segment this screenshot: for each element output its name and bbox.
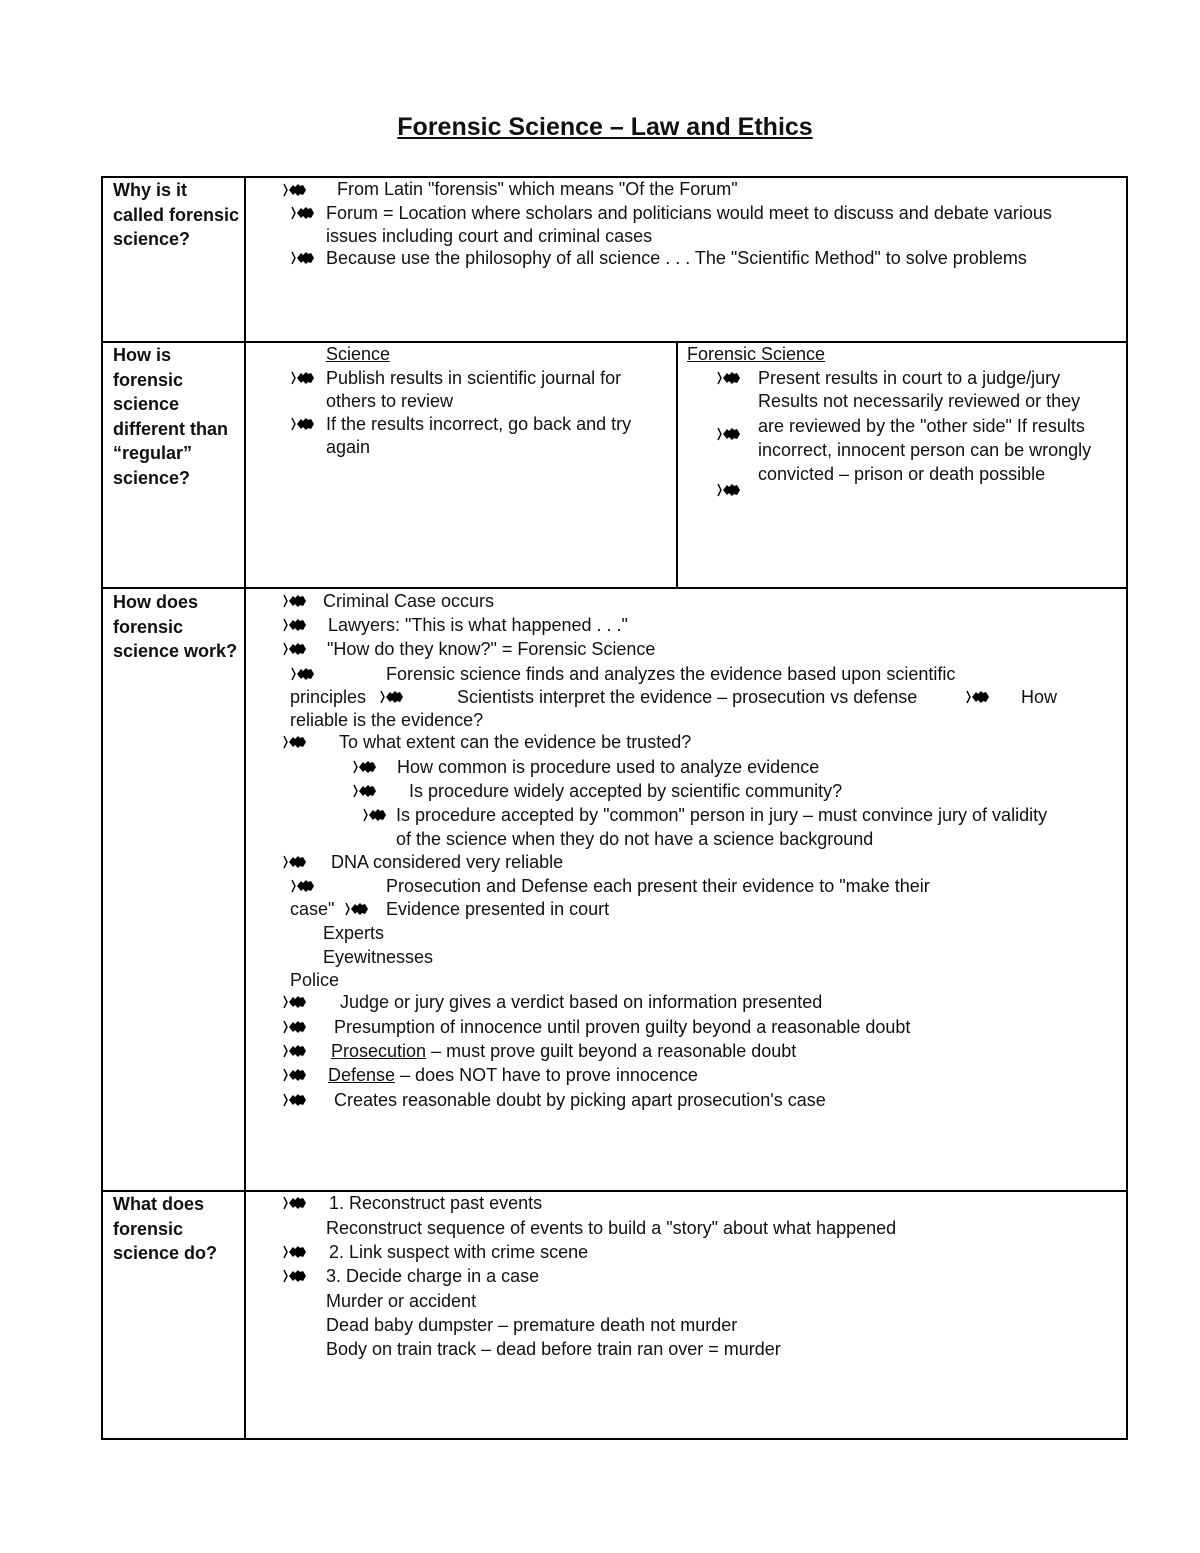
arrow-bullet-icon <box>380 690 404 704</box>
list-item: Because use the philosophy of all science . . . The "Scientific Method" to solve problems <box>326 248 1027 268</box>
arrow-bullet-icon <box>291 371 315 385</box>
list-item <box>331 1040 796 1063</box>
arrow-bullet-icon <box>283 1020 307 1034</box>
sub-item: Dead baby dumpster – premature death not murder <box>326 1315 738 1335</box>
list-item: Lawyers: "This is what happened . . ." <box>328 615 628 635</box>
arrow-bullet-icon <box>363 808 387 822</box>
defense-term: Defense <box>328 1065 396 1085</box>
arrow-bullet-icon <box>717 483 741 497</box>
list-item-continuation: again <box>326 437 371 457</box>
list-item-continuation: reliable is the evidence? <box>290 710 484 730</box>
list-item-continuation: issues including court and criminal cases <box>326 226 653 246</box>
sub-item: Murder or accident <box>326 1291 477 1311</box>
arrow-bullet-icon <box>353 784 377 798</box>
page-title: Forensic Science – Law and Ethics <box>397 113 813 141</box>
question-how-different: How is forensic science different than “regular” science? <box>113 345 228 488</box>
question-why-called: Why is it called forensic science? <box>113 180 240 249</box>
list-item-continuation: are reviewed by the "other side" If results <box>758 416 1085 436</box>
list-item <box>328 1064 698 1087</box>
arrow-bullet-icon <box>291 206 315 220</box>
list-item-continuation: convicted – prison or death possible <box>758 464 1046 484</box>
arrow-bullet-icon <box>291 251 315 265</box>
list-item: Evidence presented in court <box>386 899 610 919</box>
list-item: Prosecution and Defense each present their evidence to "make their <box>386 876 930 896</box>
arrow-bullet-icon <box>283 855 307 869</box>
list-item: 2. Link suspect with crime scene <box>329 1242 589 1262</box>
list-item: 3. Decide charge in a case <box>326 1266 540 1286</box>
sub-item: Police <box>290 970 340 990</box>
list-item: How common is procedure used to analyze evidence <box>397 757 820 777</box>
list-item: Publish results in scientific journal for <box>326 368 622 388</box>
arrow-bullet-icon <box>717 427 741 441</box>
prosecution-term: Prosecution <box>331 1041 427 1061</box>
arrow-bullet-icon <box>283 1044 307 1058</box>
science-heading: Science <box>326 344 391 364</box>
question-how-works: How does forensic science work? <box>113 592 238 661</box>
arrow-bullet-icon <box>283 1093 307 1107</box>
list-item: Forum = Location where scholars and politicians would meet to discuss and debate various <box>326 203 1052 223</box>
list-item: Is procedure widely accepted by scientific community? <box>409 781 843 801</box>
row-divider <box>101 1190 1128 1192</box>
comparison-column-divider <box>676 341 678 588</box>
arrow-bullet-icon <box>283 1068 307 1082</box>
list-item: Forensic science finds and analyzes the evidence based upon scientific <box>386 664 956 684</box>
arrow-bullet-icon <box>345 902 369 916</box>
list-item: 1. Reconstruct past events <box>329 1193 543 1213</box>
list-item: Scientists interpret the evidence – prosecution vs defense <box>457 687 918 707</box>
list-item: From Latin "forensis" which means "Of the Forum" <box>337 179 738 199</box>
arrow-bullet-icon <box>283 183 307 197</box>
arrow-bullet-icon <box>283 642 307 656</box>
sub-item: Experts <box>323 923 385 943</box>
row-divider <box>101 341 1128 343</box>
arrow-bullet-icon <box>283 1196 307 1210</box>
arrow-bullet-icon <box>283 618 307 632</box>
defense-detail: – does NOT have to prove innocence <box>395 1065 698 1085</box>
list-item: Results not necessarily reviewed or they <box>758 391 1081 411</box>
prosecution-detail: – must prove guilt beyond a reasonable doubt <box>426 1041 797 1061</box>
list-item: Creates reasonable doubt by picking apart prosecution's case <box>334 1090 826 1110</box>
list-item-continuation: principles <box>290 687 367 707</box>
list-item: Is procedure accepted by "common" person in jury – must convince jury of validity <box>396 805 1048 825</box>
sub-item: Eyewitnesses <box>323 947 434 967</box>
arrow-bullet-icon <box>283 735 307 749</box>
list-item: To what extent can the evidence be trusted? <box>339 732 692 752</box>
arrow-bullet-icon <box>283 1245 307 1259</box>
list-item: Criminal Case occurs <box>323 591 495 611</box>
list-item-continuation: case" <box>290 899 335 919</box>
arrow-bullet-icon <box>717 371 741 385</box>
list-item-continuation: of the science when they do not have a science background <box>396 829 874 849</box>
arrow-bullet-icon <box>966 690 990 704</box>
arrow-bullet-icon <box>291 667 315 681</box>
list-item-continuation: others to review <box>326 391 454 411</box>
list-item: Presumption of innocence until proven guilty beyond a reasonable doubt <box>334 1017 911 1037</box>
sub-item: Reconstruct sequence of events to build a "story" about what happened <box>326 1218 897 1238</box>
sub-item: Body on train track – dead before train ran over = murder <box>326 1339 781 1359</box>
list-item: Judge or jury gives a verdict based on information presented <box>340 992 823 1012</box>
list-item-continuation: incorrect, innocent person can be wrongly <box>758 440 1092 460</box>
arrow-bullet-icon <box>283 995 307 1009</box>
list-item: DNA considered very reliable <box>331 852 564 872</box>
row-divider <box>101 587 1128 589</box>
question-column-divider <box>244 176 246 1440</box>
list-item: If the results incorrect, go back and try <box>326 414 632 434</box>
arrow-bullet-icon <box>353 760 377 774</box>
question-what-do: What does forensic science do? <box>113 1194 218 1263</box>
list-item: Present results in court to a judge/jury <box>758 368 1061 388</box>
list-item: "How do they know?" = Forensic Science <box>327 639 656 659</box>
arrow-bullet-icon <box>283 1269 307 1283</box>
arrow-bullet-icon <box>291 417 315 431</box>
arrow-bullet-icon <box>283 594 307 608</box>
arrow-bullet-icon <box>291 879 315 893</box>
forensic-science-heading: Forensic Science <box>687 344 826 364</box>
list-item: How <box>1021 687 1058 707</box>
